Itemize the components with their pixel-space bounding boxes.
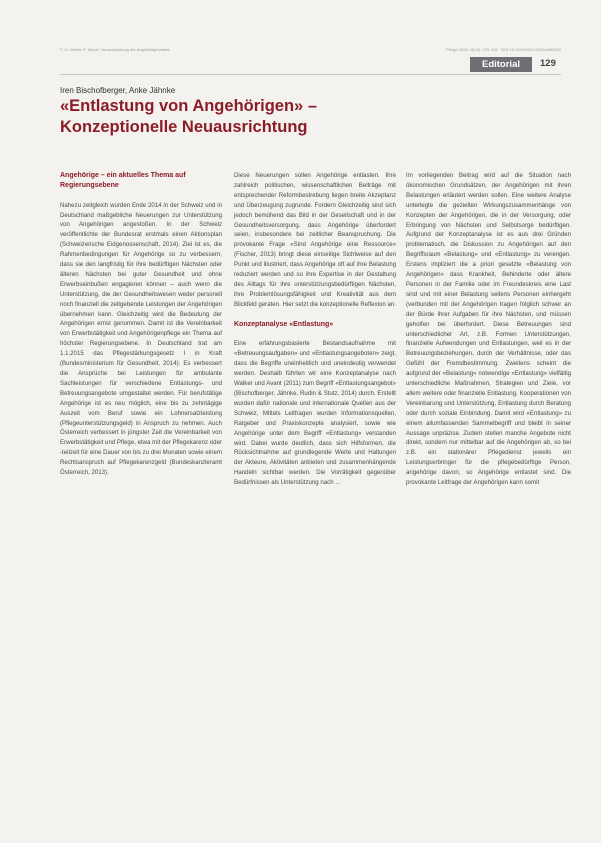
running-header [60, 47, 561, 52]
article-title: «Entlastung von Angehörigen» – Konzeptionelle Neuausrichtung [60, 97, 317, 136]
body-paragraph: Im vorliegenden Beitrag wird auf die Situation nach ökonomischen Grundsätzen, der Angehörigen mit ihren Belastungen erläutert werden sollen. Eine weitere Analyse unterlegte die gezielten Wirkungszusammenhänge von Konzepten der Angehörigen, die in der Versorgung, oder Erbringung von Nächsten und Selbstsorge bedürftigen. Aufgrund der Konzeptanalyse ist es aus drei Gründen problematisch, die Diskussion zu Angehörigen auf den Begriffsraum «Belastung» und «Entlastung» zu verengen. Erstens impliziert die a priori gesetzte «Belastung von Angehörigen» dass Krankheit, Behinderte oder ältere Personen in der Familie oder im Freundeskreis eine Last sind und mit einer Belastung seitens Personen einhergeht (verbunden mit der Angehörigen tragen folglich schwer an der Bürde ihrer Aufgaben für ihre Nächsten, und müssen geholfen bei überfordert. Diese Betreuungen sind unterschiedlicher Art, z.B. Formen Unterstützungen, finanzielle Aufwendungen und Entlastungen, weil es in der Betreuungsbeziehungen, durch der Verhältnisse, oder das Gefühl der Fremdbestimmung. Zweitens scheint die aufgrund der «Belastung» notwendige «Entlastung» vielfältig unterschiedliche Maßnahmen, Strategien und Ziele, vor allem weitere oder finanzielle Entlastung, Kooperationen von Vereinbarung und Unterstützung, Entlastung durch Beratung oder durch soziale Einbindung. Damit wird «Entlastung» zu einem allumfassenden Sammelbegriff und bleibt in seiner Aussage unpräzise. Zudem stellen manche Angebote nicht direkt, sondern nur mittelbar auf die Angehörigen ab, so bei z.B. ein stationärer Pflegedienst jeweils ein Leistungserbringer für die pflegebedürftige Person, angehörige davon, so Angehörige entlastet sind. Die provokante Leitfrage der Angehörigen kann somit [406, 172, 571, 487]
body-column-2 [234, 171, 396, 488]
body-paragraph: Nahezu zeitgleich wurden Ende 2014 in der Schweiz und in Deutschland maßgebliche Neuerungen zur Unterstützung von Angehörigen angestoßen. In der Schweiz veröffentlichte der Bundesrat erstmals einen Aktionsplan (Schweizerische Eidgenossenschaft, 2014). Ziel ist es, die Rahmenbedingungen für Angehörige so zu verbessern, dass sie den langfristig für ihre bedürftigen Nächsten oder älteren Nächsten bei guter Gesundheit und ohne Erwerbseinbußen engagieren können – auch wenn die Unterstützung, die der Gesundheitswesen weder personell noch finanziell die zeitgebende Leistungen der Angehörigen übernehmen kann. Gleichzeitig wird die Bedeutung der Angehörigen ernst genommen. Damit ist die Vereinbarkeit von Erwerbstätigkeit und Angehörigenpflege ein Thema auf höchster Regierungsebene. In Deutschland trat am 1.1.2015 das Pflegestärkungsgesetz I in Kraft (Bundesministerium für Gesundheit, 2014). Es verbessert die Ansprüche bei Leistungen für ambulante Sachleistungen für verschiedene Entlastungs- und Betreuungsangebote umgestaltet werden. Für berufstätige Angehörige ist es neu möglich, eine bis zu zehntägige Auszeit vom Beruf sowie ein Lohnersatzleistung (Pflegeunterstützungsgeld) in Anspruch zu nehmen. Auch Österreich verbessert in jüngster Zeit die Vereinbarkeit von Erwerbstätigkeit und Pflege, etwa mit der Pflegekarenz oder -teilzeit für eine Dauer von bis zu drei Monaten sowie einem Rechtsanspruch auf Pflegekarenzgeld (Bundeskanzleramt Österreich, 2013). [60, 201, 222, 477]
body-column-1 [60, 171, 222, 478]
running-header-left: T.-O. Kieffer, P. Meyer: Neuausrichtung der Angehörigenarbeit [60, 47, 170, 52]
running-header-right: Pflege 2015; 28 (3): 129–131 · DOI 10.1024/1012-5302/a000433 [446, 47, 561, 52]
body-paragraph: Eine erfahrungsbasierte Bestandsaufnahme mit «Betreuungsaufgaben» und «Entlastungsangeboten» zeigt, dass die Begriffe uneinheitlich und uneindeutig verwendet werden. Deshalb führten wir eine Konzeptanalyse nach Walker und Avant (2011) zum Begriff «Entlastungsangebot» (Bischofberger, Jähnke, Rudin & Stutz, 2014) durch. Erstellt wurden dafür nationale und internationale Quellen aus der Schweiz, Mittels Leitfragen wurden Informationsquellen, Ratgeber und Praxiskonzepte analysiert, sowie wie Angehörige unter dem Begriff «Entlastung» verstanden wird. Dabei wurde deutlich, dass sich Hilfsformen, die Rücksichtnahme auf grundlegende Werte und Haltungen der Akteure, Aktivitäten anbieten und zusammenhängende Handeln sichtbar werden. Die Vorrätigkeit gegenüber Bedürfnissen als Unterstützung nach ... [234, 340, 396, 487]
article-authors: Iren Bischofberger, Anke Jähnke [60, 86, 176, 95]
section-heading: Angehörige – ein aktuelles Thema auf Regierungsebene [60, 172, 186, 189]
body-column-3 [406, 171, 571, 488]
page-number: 129 [540, 58, 556, 69]
body-paragraph: Diese Neuerungen sollen Angehörige entlasten. Ihre zahlreich politischen, wissenschaftlichen Beiträge mit entsprechender Reformbestrebung liegen breite Akzeptanz und Überzeugung zugrunde. Fordern Gleichzeitig sind sich jedoch bemühend das Bild in der Gesellschaft und in der Gesundheitsversorgung, dass Angehörige überfordert seien, insbesondere bei zeitlicher Beanspruchung. Die provokante Frage «Sind Angehörige eine Ressource» (Fischer, 2013) bringt diese einseitige Sichtweise auf den Punkt und illustriert, dass Angehörige oft auf ihre Belastung reduziert werden und so ihre Expertise in der Gestaltung des Alltags für ihre unterstützungsbedürftigen Nächsten, ihre Problemlösungsfähigkeit und Kreativität aus dem Blickfeld geraten. Hier setzt die konzeptionelle Reflexion an. [234, 172, 396, 308]
section-tag: Editorial [470, 57, 532, 72]
section-heading: Konzeptanalyse «Entlastung» [234, 320, 334, 328]
header-divider [60, 74, 561, 75]
